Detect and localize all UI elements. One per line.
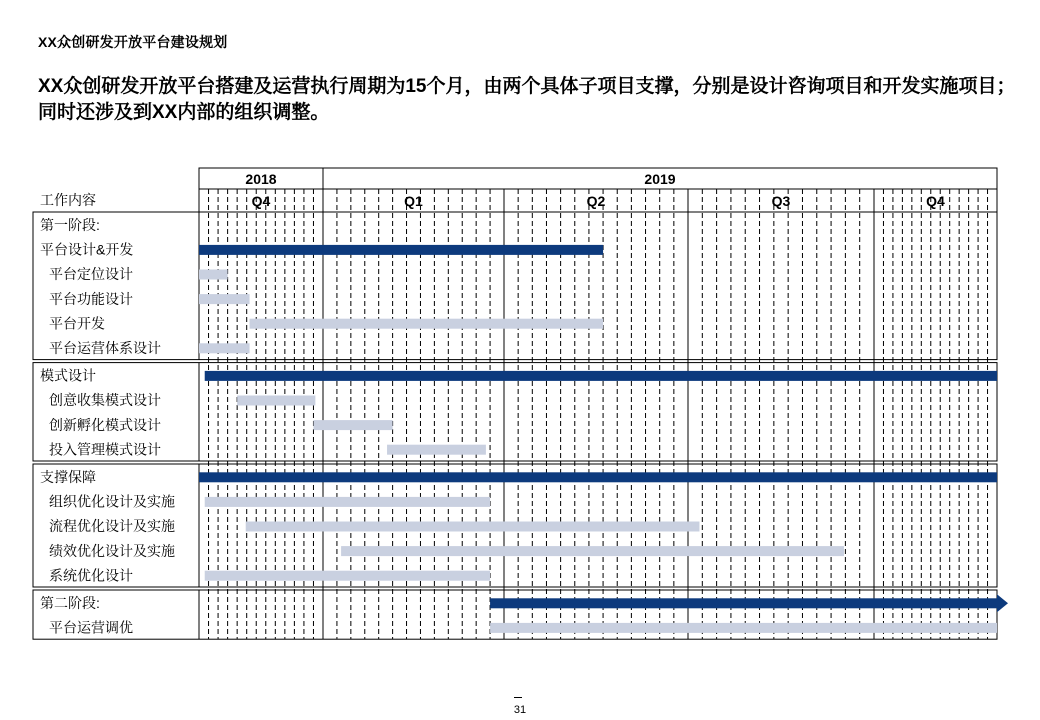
page-number-dash	[514, 697, 522, 698]
page-number: 31	[513, 704, 527, 716]
task-label: 创新孵化模式设计	[49, 416, 161, 433]
task-label: 模式设计	[40, 367, 96, 384]
task-label: 创意收集模式设计	[49, 392, 161, 409]
document-title: XX众创研发开放平台建设规划	[38, 34, 228, 50]
task-bar	[490, 623, 997, 633]
year-label: 2019	[644, 171, 676, 187]
task-bar	[341, 546, 844, 556]
task-label: 平台定位设计	[49, 266, 133, 283]
task-label: 绩效优化设计及实施	[49, 542, 175, 559]
task-label: 平台功能设计	[49, 290, 133, 307]
task-bar	[246, 522, 700, 532]
row-header-label: 工作内容	[40, 192, 96, 208]
quarter-label: Q2	[586, 193, 606, 209]
task-label: 投入管理模式设计	[49, 441, 161, 458]
task-bar	[250, 319, 604, 329]
quarter-label: Q3	[771, 193, 791, 209]
task-label: 流程优化设计及实施	[49, 518, 175, 535]
phase-bar	[490, 598, 997, 608]
task-label: 平台运营体系设计	[49, 340, 161, 356]
quarter-label: Q1	[404, 193, 423, 209]
phase-bar	[199, 245, 603, 255]
year-label: 2018	[245, 171, 277, 187]
task-label: 系统优化设计	[49, 567, 133, 584]
task-bar	[199, 294, 250, 304]
task-bar	[237, 396, 315, 406]
task-label: 支撑保障	[40, 469, 96, 485]
task-label: 平台运营调优	[49, 619, 133, 636]
quarter-label: Q4	[251, 193, 271, 209]
task-bar	[205, 571, 490, 581]
task-bar	[199, 343, 250, 353]
quarter-label: Q4	[926, 193, 945, 209]
phase-arrowhead	[997, 594, 1008, 612]
task-label: 第二阶段:	[40, 595, 100, 611]
task-label: 组织优化设计及实施	[49, 493, 175, 510]
phase-bar	[199, 472, 997, 482]
task-bar	[387, 445, 486, 455]
task-bar	[205, 497, 490, 507]
headline: XX众创研发开放平台搭建及运营执行周期为15个月，由两个具体子项目支撑，分别是设计咨询项目和开发实施项目；同时还涉及到XX内部的组织调整。	[38, 76, 1016, 123]
task-label: 平台开发	[49, 315, 105, 332]
phase-bar	[205, 371, 997, 381]
task-label: 第一阶段:	[40, 217, 100, 233]
task-bar	[313, 420, 392, 430]
task-bar	[199, 270, 228, 280]
task-label: 平台设计&开发	[40, 241, 134, 258]
group-box	[33, 212, 997, 360]
